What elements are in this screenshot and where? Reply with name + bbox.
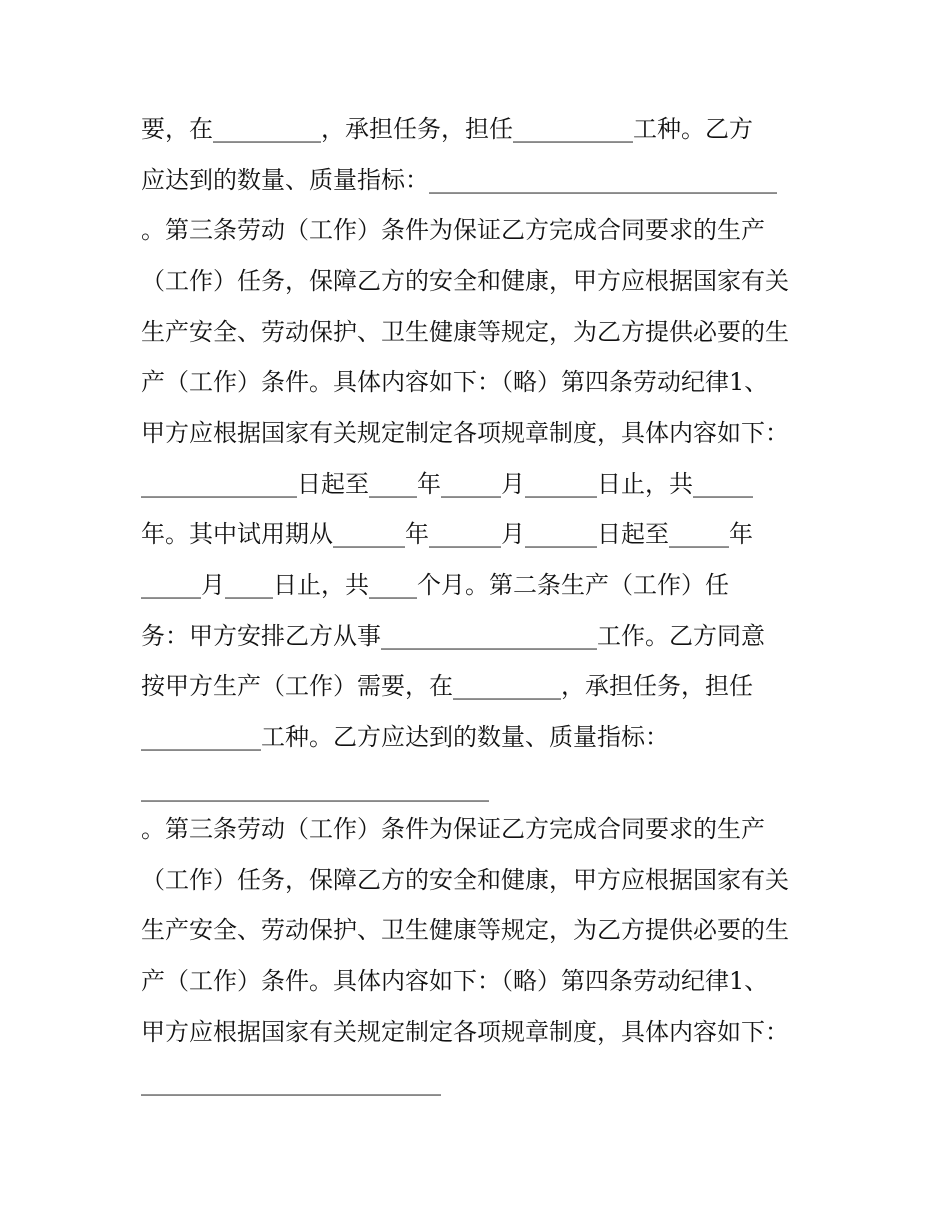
- text-line: 产（工作）条件。具体内容如下：（略）第四条劳动纪律1、: [141, 368, 769, 396]
- text-line: _____________________________: [141, 774, 489, 802]
- text-line: _____月____日止，共____个月。第二条生产（工作）任: [141, 571, 729, 599]
- text-line: 年。其中试用期从______年______月______日起至_____年: [141, 520, 753, 548]
- text-line: 生产安全、劳动保护、卫生健康等规定，为乙方提供必要的生: [141, 318, 789, 346]
- text-line: 按甲方生产（工作）需要，在_________，承担任务，担任: [141, 672, 753, 700]
- text-line: 。第三条劳动（工作）条件为保证乙方完成合同要求的生产: [141, 216, 765, 244]
- text-line: 产（工作）条件。具体内容如下：（略）第四条劳动纪律1、: [141, 967, 769, 995]
- text-line: _________________________: [141, 1068, 441, 1096]
- text-line: 甲方应根据国家有关规定制定各项规章制度，具体内容如下：: [141, 1018, 789, 1046]
- text-line: 要，在_________，承担任务，担任__________工种。乙方: [141, 115, 753, 143]
- text-line: 务：甲方安排乙方从事__________________工作。乙方同意: [141, 622, 765, 650]
- text-line: （工作）任务，保障乙方的安全和健康，甲方应根据国家有关: [141, 267, 789, 295]
- text-line: __________工种。乙方应达到的数量、质量指标：: [141, 723, 669, 751]
- text-line: 应达到的数量、质量指标：_____________________________: [141, 166, 777, 194]
- text-line: 生产安全、劳动保护、卫生健康等规定，为乙方提供必要的生: [141, 916, 789, 944]
- text-line: （工作）任务，保障乙方的安全和健康，甲方应根据国家有关: [141, 866, 789, 894]
- text-line: _____________日起至____年_____月______日止，共_____: [141, 470, 753, 498]
- text-line: 甲方应根据国家有关规定制定各项规章制度，具体内容如下：: [141, 419, 789, 447]
- text-line: 。第三条劳动（工作）条件为保证乙方完成合同要求的生产: [141, 815, 765, 843]
